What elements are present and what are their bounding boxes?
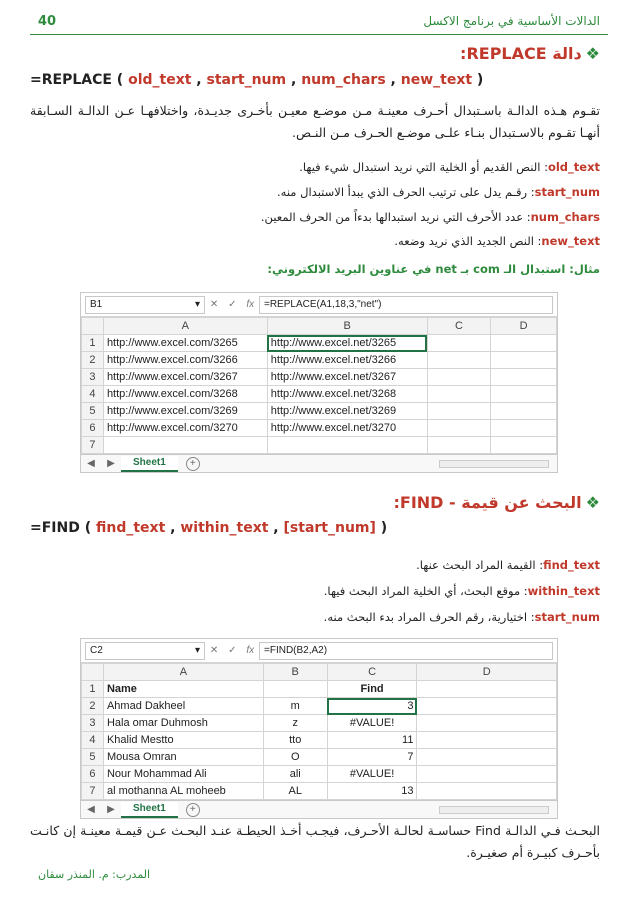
cell[interactable]: Nour Mohammad Ali [103,766,263,783]
cell[interactable]: O [263,749,327,766]
worksheet-grid [81,663,557,800]
definition-term: num_chars [530,210,600,224]
cell[interactable] [427,335,491,352]
cell[interactable]: AL [263,783,327,800]
row-header[interactable]: 2 [82,698,104,715]
row-header[interactable]: 1 [82,335,104,352]
cell[interactable]: Mousa Omran [103,749,263,766]
sheet-tab-bar [81,800,557,818]
cell[interactable] [427,352,491,369]
cell[interactable] [263,681,327,698]
cell[interactable]: 7 [327,749,417,766]
syntax-suffix: ) [375,520,388,536]
sheet-tab[interactable]: Sheet1 [121,456,178,472]
enter-icon[interactable]: ✓ [228,299,237,310]
syntax-prefix: =FIND ( [30,520,96,536]
definition-within-text [324,584,600,598]
name-box[interactable] [85,296,205,314]
cell[interactable] [491,437,557,454]
cell[interactable] [427,369,491,386]
column-header[interactable]: A [103,318,267,335]
cell[interactable] [491,335,557,352]
row-header[interactable]: 3 [82,369,104,386]
cell[interactable] [427,420,491,437]
function-icon[interactable]: fx [246,299,255,310]
cell[interactable]: http://www.excel.com/3267 [103,369,267,386]
cell[interactable] [417,749,557,766]
row-header[interactable]: 5 [82,749,104,766]
definition-start-num [324,610,600,624]
row-header[interactable]: 3 [82,715,104,732]
definition-term: find_text [543,558,600,572]
cell[interactable]: Hala omar Duhmosh [103,715,263,732]
cell[interactable]: http://www.excel.com/3266 [103,352,267,369]
formula-input[interactable]: =FIND(B2,A2) [259,642,553,660]
cell[interactable]: http://www.excel.com/3270 [103,420,267,437]
row-header[interactable]: 7 [82,437,104,454]
chevron-down-icon[interactable]: ▾ [194,645,200,656]
syntax-sep: , [268,520,284,536]
add-sheet-icon[interactable]: + [186,803,200,817]
syntax-suffix: ) [472,72,484,88]
prev-sheet-icon[interactable]: ◀ [87,804,95,815]
arg-new-text: new_text [400,72,473,88]
name-box-value: B1 [90,299,103,310]
column-header[interactable]: D [417,664,557,681]
chevron-down-icon[interactable]: ▾ [194,299,200,310]
page-number: 40 [38,14,57,29]
add-sheet-icon[interactable]: + [186,457,200,471]
horizontal-scrollbar[interactable] [439,806,549,814]
formula-input[interactable]: =REPLACE(A1,18,3,"net") [259,296,553,314]
cell[interactable]: #VALUE! [327,715,417,732]
row-header[interactable]: 4 [82,386,104,403]
cell[interactable]: Khalid Mestto [103,732,263,749]
find-heading-text: البحث عن قيمة - FIND: [393,493,582,512]
definition-text: : اختيارية، رقم الحرف المراد بدء البحث منه. [323,610,535,624]
header-title: الدالات الأساسية في برنامج الاكسل [423,14,600,28]
replace-heading [460,44,600,63]
column-header[interactable]: B [263,664,327,681]
definition-text: : النص القديم أو الخلية التي نريد استبدال شيء فيها. [299,160,548,174]
cell[interactable]: http://www.excel.net/3267 [267,369,427,386]
arg-start-num: start_num [206,72,287,88]
cell[interactable]: 11 [327,732,417,749]
cell-selected[interactable]: 3 [327,698,417,715]
cell[interactable] [417,783,557,800]
cell[interactable] [267,437,427,454]
definition-text: : القيمة المراد البحث عنها. [416,558,544,572]
syntax-prefix: =REPLACE ( [30,72,129,88]
cell[interactable]: Find [327,681,417,698]
syntax-sep: , [165,520,181,536]
cell[interactable] [491,420,557,437]
definition-term: new_text [541,234,600,248]
cell[interactable] [491,386,557,403]
cancel-icon[interactable]: ✕ [209,299,219,310]
definition-text: : عدد الأحرف التي نريد استبدالها بدءاً من الحرف المعين. [260,210,531,224]
cell[interactable] [491,403,557,420]
cell[interactable] [427,386,491,403]
definition-start-num [277,185,600,199]
definition-term: within_text [527,584,600,598]
cell[interactable]: ali [263,766,327,783]
cell[interactable]: http://www.excel.com/3269 [103,403,267,420]
definition-num-chars [261,210,600,224]
definition-text: : النص الجديد الذي نريد وضعه. [394,234,542,248]
select-all-corner[interactable] [82,318,104,335]
definition-old-text [299,160,600,174]
next-sheet-icon[interactable]: ▶ [107,804,115,815]
diamond-bullet-icon: ❖ [585,44,600,63]
sheet-tab-bar [81,454,557,472]
definition-term: start_num [534,185,600,199]
cell[interactable] [417,698,557,715]
cell[interactable] [417,732,557,749]
row-header[interactable]: 2 [82,352,104,369]
definition-term: old_text [547,160,600,174]
row-header[interactable]: 1 [82,681,104,698]
definition-find-text [416,558,600,572]
definition-text: : رقـم يدل على ترتيب الحرف الذي يبدأ الاستبدال منه. [277,185,535,199]
replace-syntax [30,72,483,88]
cell[interactable]: http://www.excel.com/3265 [103,335,267,352]
definition-term: start_num [534,610,600,624]
footer-trainer: المدرب: م. المنذر سقان [38,868,151,881]
cell[interactable]: m [263,698,327,715]
cell[interactable]: al mothanna AL moheeb [103,783,263,800]
cell[interactable] [491,352,557,369]
cell[interactable]: tto [263,732,327,749]
replace-description: تقـوم هـذه الدالـة باسـتبدال أحـرف معينـة مـن موضـع معيـن بأخـرى جديـدة، واختلافهـا عـن الدالـة السـابقة أنهـا تقـوم بالاسـتبدال بنـاء علـى موضـع الحـرف مـن النـص. [30,103,600,140]
cell[interactable]: http://www.excel.com/3268 [103,386,267,403]
row-header[interactable]: 7 [82,783,104,800]
cell[interactable]: http://www.excel.net/3270 [267,420,427,437]
sheet-tab[interactable]: Sheet1 [121,802,178,818]
function-icon[interactable]: fx [246,645,255,656]
excel-window-replace [80,292,558,473]
row-header[interactable]: 6 [82,420,104,437]
cell[interactable] [427,403,491,420]
find-syntax [30,520,387,536]
diamond-bullet-icon: ❖ [585,493,600,512]
row-header[interactable]: 5 [82,403,104,420]
prev-sheet-icon[interactable]: ◀ [87,458,95,469]
find-case-sensitivity-note: البحـث فـي الدالـة Find حساسـة لحالـة الأحـرف، فيجـب أخـذ الحيطـة عنـد البحـث عـن قيمـة معينـة إن كانـت بأحـرف كبيـرة أم صغيـرة. [30,823,601,860]
syntax-sep: , [286,72,302,88]
cell[interactable] [417,766,557,783]
syntax-sep: , [385,72,401,88]
excel-window-find [80,638,558,819]
replace-example-caption: مثال: استبدال الـ com بـ net في عناوين البريد الالكتروني: [267,262,600,276]
cell[interactable]: Ahmad Dakheel [103,698,263,715]
column-header[interactable]: C [327,664,417,681]
row-header[interactable]: 4 [82,732,104,749]
formula-bar [81,293,557,317]
horizontal-scrollbar[interactable] [439,460,549,468]
arg-within-text: within_text [180,520,269,536]
replace-heading-text: دالة REPLACE: [460,44,582,63]
worksheet-grid [81,317,557,454]
cancel-icon[interactable]: ✕ [209,645,219,656]
cell[interactable] [417,681,557,698]
arg-find-text: find_text [96,520,166,536]
column-header[interactable]: A [103,664,263,681]
next-sheet-icon[interactable]: ▶ [107,458,115,469]
name-box[interactable] [85,642,205,660]
cell-selected[interactable]: http://www.excel.net/3265 [267,335,427,352]
arg-old-text: old_text [128,72,192,88]
definition-new-text [394,234,600,248]
column-header[interactable]: D [491,318,557,335]
syntax-sep: , [191,72,207,88]
cell[interactable]: Name [103,681,263,698]
cell[interactable]: #VALUE! [327,766,417,783]
definition-text: : موقع البحث، أي الخلية المراد البحث فيها. [323,584,528,598]
cell[interactable]: 13 [327,783,417,800]
name-box-value: C2 [90,645,103,656]
column-header[interactable]: C [427,318,491,335]
header-divider [30,34,608,35]
arg-num-chars: num_chars [301,72,386,88]
cell[interactable]: http://www.excel.net/3266 [267,352,427,369]
cell[interactable]: http://www.excel.net/3269 [267,403,427,420]
find-heading [394,493,601,512]
arg-start-num: [start_num] [283,520,376,536]
cell[interactable] [427,437,491,454]
column-header[interactable]: B [267,318,427,335]
enter-icon[interactable]: ✓ [228,645,237,656]
cell[interactable]: http://www.excel.net/3268 [267,386,427,403]
cell[interactable]: z [263,715,327,732]
cell[interactable] [417,715,557,732]
formula-bar [81,639,557,663]
row-header[interactable]: 6 [82,766,104,783]
select-all-corner[interactable] [82,664,104,681]
cell[interactable] [103,437,267,454]
cell[interactable] [491,369,557,386]
